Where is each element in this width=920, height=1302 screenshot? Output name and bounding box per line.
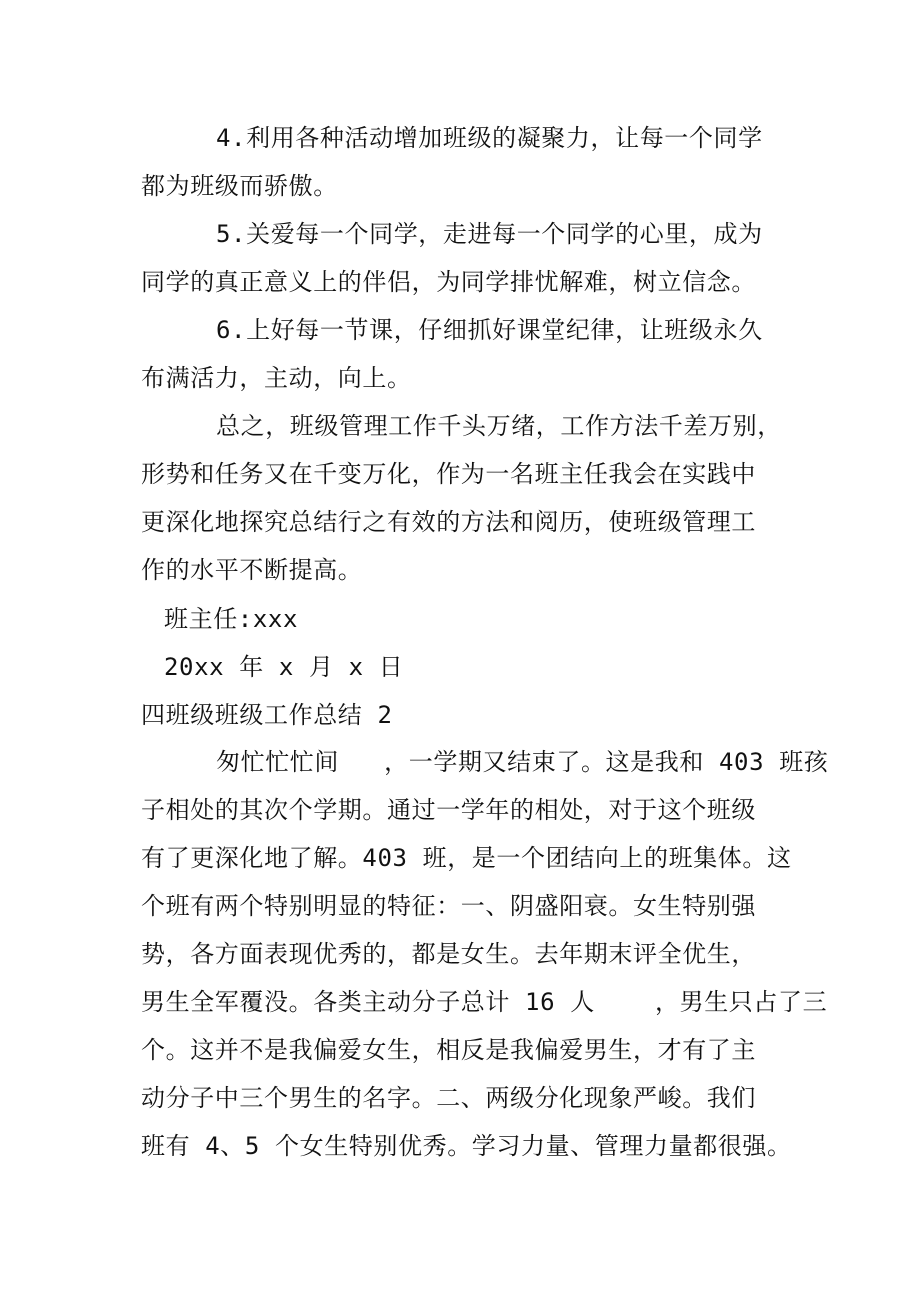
p5-line3: 有了更深化地了解。403 班，是一个团结向上的班集体。这: [141, 844, 792, 872]
p5-line2: 子相处的其次个学期。通过一学年的相处，对于这个班级: [141, 796, 756, 824]
p4-line1: 总之，班级管理工作千头万绪，工作方法千差万别，: [216, 412, 782, 440]
date-line: 20xx 年 x 月 x 日: [164, 653, 404, 681]
p5-line7: 个。这并不是我偏爱女生，相反是我偏爱男生，才有了主: [141, 1036, 756, 1064]
p3-line1: 6.上好每一节课，仔细抓好课堂纪律，让班级永久: [216, 316, 763, 344]
p5-line9: 班有 4、5 个女生特别优秀。学习力量、管理力量都很强。: [141, 1132, 792, 1160]
p1-line2: 都为班级而骄傲。: [141, 172, 338, 200]
p5-line6: 男生全军覆没。各类主动分子总计 16 人 ，男生只占了三: [141, 988, 828, 1016]
p5-line5: 势，各方面表现优秀的，都是女生。去年期末评全优生，: [141, 940, 756, 968]
signature-line: 班主任:xxx: [164, 605, 298, 633]
p4-line4: 作的水平不断提高。: [141, 556, 363, 584]
p2-line1: 5.关爱每一个同学，走进每一个同学的心里，成为: [216, 220, 763, 248]
p4-line3: 更深化地探究总结行之有效的方法和阅历，使班级管理工: [141, 508, 756, 536]
p5-line8: 动分子中三个男生的名字。二、两级分化现象严峻。我们: [141, 1084, 756, 1112]
p4-line2: 形势和任务又在千变万化，作为一名班主任我会在实践中: [141, 460, 756, 488]
p5-line1: 匆忙忙忙间 ，一学期又结束了。这是我和 403 班孩: [216, 748, 829, 776]
p2-line2: 同学的真正意义上的伴侣，为同学排忧解难，树立信念。: [141, 268, 756, 296]
section-title: 四班级班级工作总结 2: [141, 701, 393, 729]
p1-line1: 4.利用各种活动增加班级的凝聚力，让每一个同学: [216, 124, 763, 152]
p5-line4: 个班有两个特别明显的特征：一、阴盛阳衰。女生特别强: [141, 892, 756, 920]
p3-line2: 布满活力，主动，向上。: [141, 364, 412, 392]
